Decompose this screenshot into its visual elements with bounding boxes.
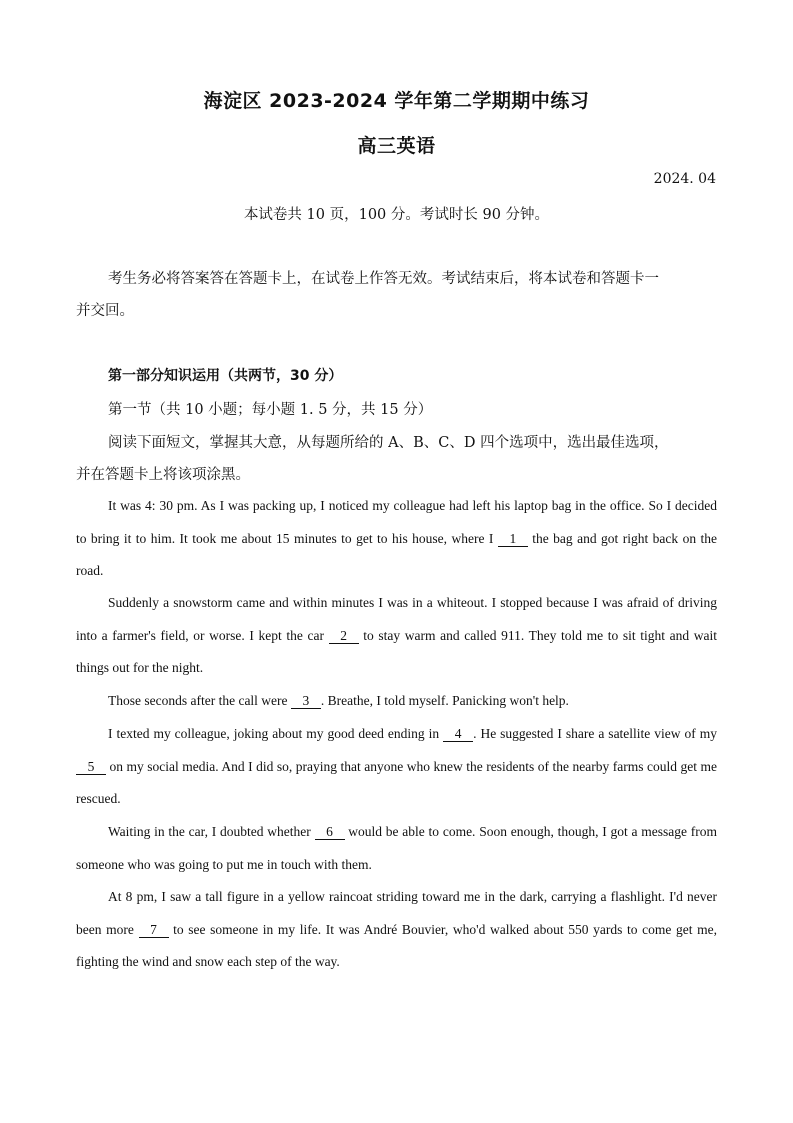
paragraph-text: the bag and got right back on the road. (76, 530, 718, 579)
paragraph-text: on my social media. And I did so, praying that anyone who knew the residents of the nearby farms could get me rescued. (76, 758, 717, 807)
paragraph-text: . Breathe, I told myself. Panicking won't help. (320, 693, 569, 708)
subject-title: 高三英语 (357, 135, 436, 157)
passage-paragraph-3 (76, 685, 717, 718)
paragraph-text: to stay warm and called 911. They told me to sit tight and wait things out for the night. (76, 627, 718, 676)
paragraph-text: It was 4: 30 pm. As I was packing up, I noticed my colleague had left his laptop bag in the office. So I decided to bring it to him. It took me about 15 minutes to get to his house, where I (76, 498, 717, 546)
blank-1: 1 (498, 532, 528, 547)
part1-heading: 第一部分知识运用（共两节，30 分） (108, 368, 343, 384)
passage-paragraph-4 (76, 718, 717, 816)
directions-line-1: 阅读下面短文，掌握其大意，从每题所给的 A、B、C、D 四个选项中，选出最佳选项， (108, 435, 669, 451)
blank-5: 5 (76, 760, 106, 775)
instructions-line-1: 考生务必将答案答在答题卡上，在试卷上作答无效。考试结束后，将本试卷和答题卡一 (108, 271, 659, 287)
paragraph-text: . He suggested I share a satellite view of my (473, 726, 717, 741)
exam-date: 2024. 04 (653, 171, 716, 187)
passage-paragraph-5 (76, 816, 717, 881)
paragraph-text: I texted my colleague, joking about my good deed ending in (108, 726, 444, 741)
instructions-line-2: 并交回。 (76, 303, 134, 319)
passage-paragraph-2 (76, 587, 717, 685)
exam-info: 本试卷共 10 页，100 分。考试时长 90 分钟。 (243, 207, 550, 223)
paragraph-text: would be able to come. Soon enough, though, I got a message from someone who was going to put me in touch with them. (76, 824, 717, 872)
blank-2: 2 (329, 629, 359, 644)
paragraph-text: At 8 pm, I saw a tall figure in a yellow raincoat striding toward me in the dark, carrying a flashlight. I'd never been more (76, 889, 717, 937)
blank-4: 4 (443, 727, 473, 742)
paragraph-text: Those seconds after the call were (108, 693, 291, 708)
blank-6: 6 (315, 825, 345, 840)
paragraph-text: Waiting in the car, I doubted whether (108, 824, 315, 839)
passage-paragraph-1 (76, 490, 717, 588)
paragraph-text: to see someone in my life. It was André Bouvier, who'd walked about 550 yards to come get me, fighting the wind and snow each step of the way. (76, 921, 717, 970)
blank-3: 3 (291, 694, 321, 709)
passage-paragraph-6 (76, 881, 717, 979)
paragraph-text: Suddenly a snowstorm came and within minutes I was in a whiteout. I stopped because I was afraid of driving into a farmer's field, or worse. I kept the car (76, 595, 717, 643)
blank-7: 7 (139, 923, 169, 938)
exam-title: 海淀区 2023-2024 学年第二学期期中练习 (203, 90, 590, 112)
section1-heading: 第一节（共 10 小题；每小题 1. 5 分，共 15 分） (108, 402, 433, 418)
directions-line-2: 并在答题卡上将该项涂黑。 (76, 467, 250, 483)
